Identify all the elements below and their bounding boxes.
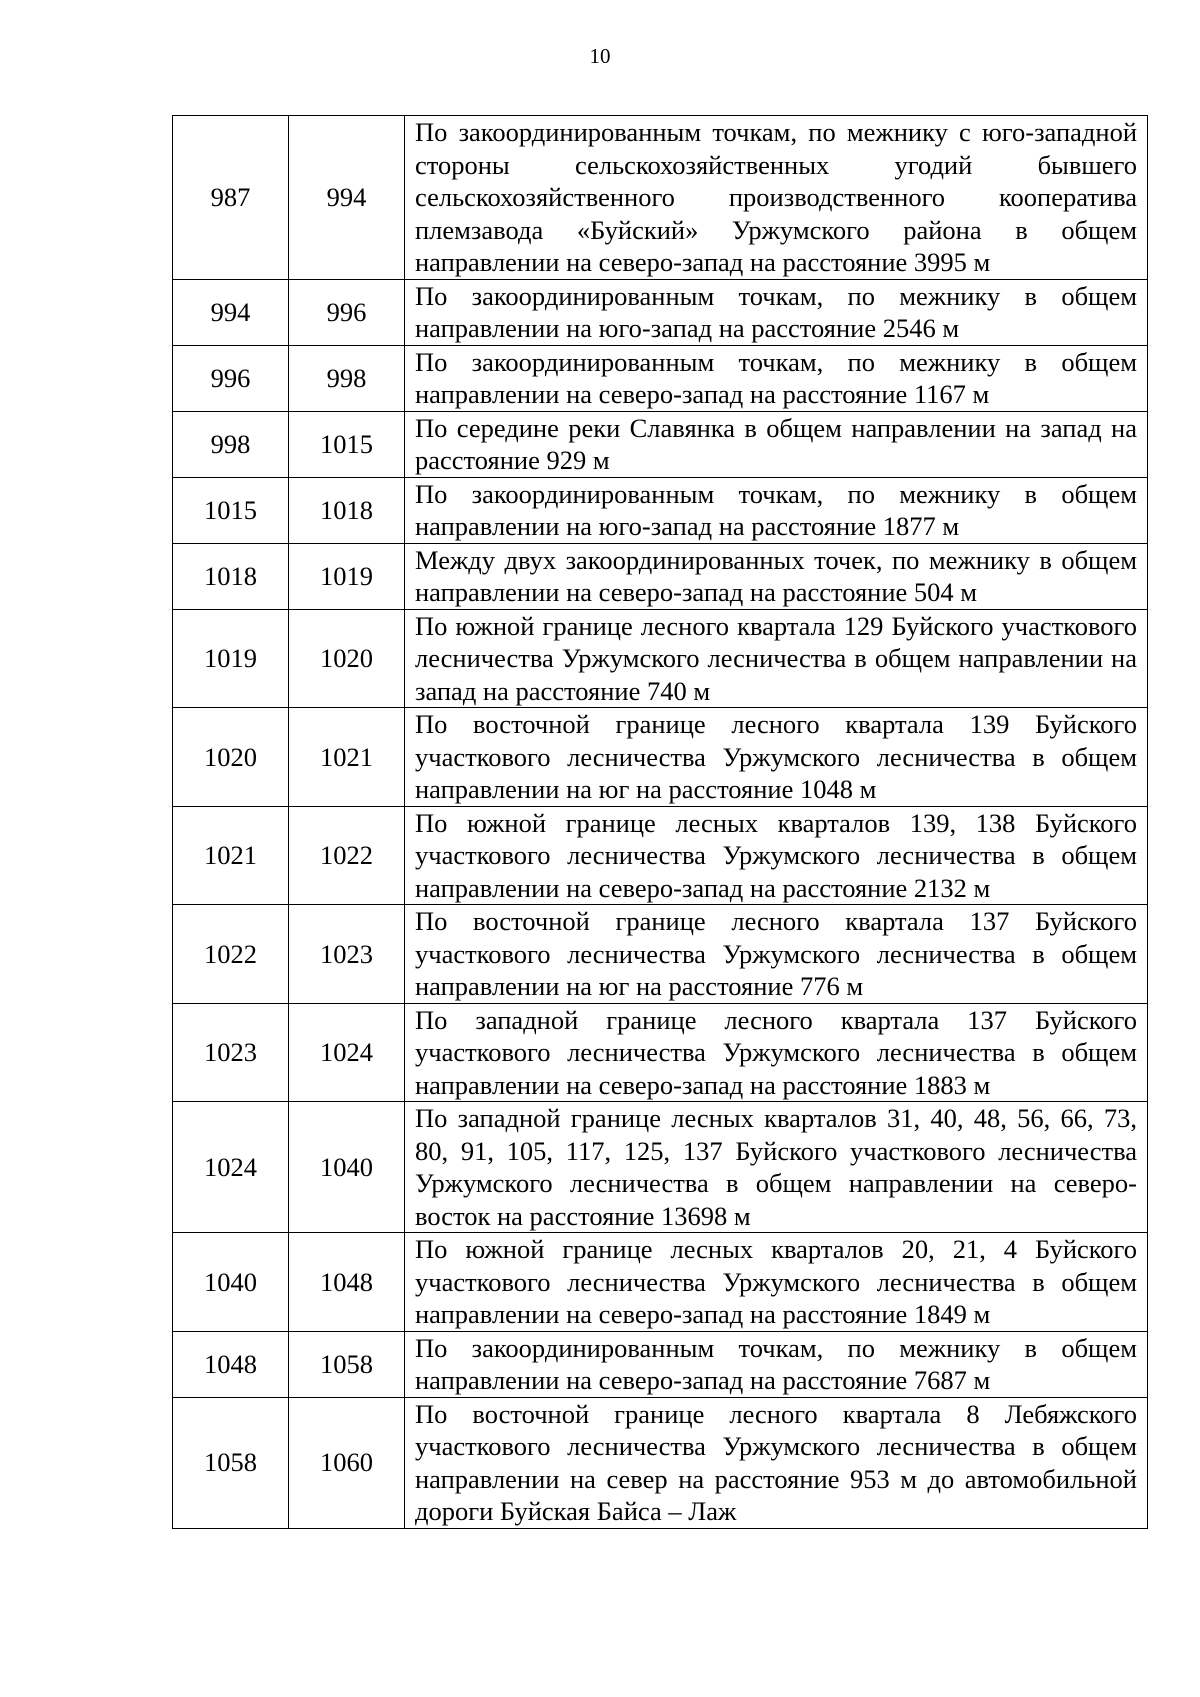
point-from-cell: 1015	[173, 477, 289, 543]
boundary-description-cell: По южной границе лесного квартала 129 Буйского участкового лесничества Уржумского лесничества в общем направлении на запад на расстояние 740 м	[405, 609, 1148, 708]
point-to-cell: 996	[289, 279, 405, 345]
boundary-description-cell: По западной границе лесных кварталов 31, 40, 48, 56, 66, 73, 80, 91, 105, 117, 125, 137 Буйского участкового лесничества Уржумского лесничества в общем направлении на северо-восток на расстояние 13698 м	[405, 1102, 1148, 1233]
point-from-cell: 1018	[173, 543, 289, 609]
point-from-cell: 1021	[173, 806, 289, 905]
point-from-cell: 994	[173, 279, 289, 345]
point-to-cell: 1023	[289, 905, 405, 1004]
point-to-cell: 994	[289, 116, 405, 280]
table-row	[173, 116, 1148, 280]
table-row	[173, 411, 1148, 477]
table-row	[173, 1397, 1148, 1528]
table-row	[173, 345, 1148, 411]
point-to-cell: 1018	[289, 477, 405, 543]
point-to-cell: 1020	[289, 609, 405, 708]
boundary-description-cell: По закоординированным точкам, по межнику с юго-западной стороны сельскохозяйственных угодий бывшего сельскохозяйственного производственного кооператива племзавода «Буйский» Уржумского района в общем направлении на северо-запад на расстояние 3995 м	[405, 116, 1148, 280]
point-from-cell: 998	[173, 411, 289, 477]
page-number: 10	[589, 44, 611, 68]
table-body	[173, 116, 1148, 1529]
point-from-cell: 1022	[173, 905, 289, 1004]
point-from-cell: 1019	[173, 609, 289, 708]
table-row	[173, 806, 1148, 905]
point-to-cell: 1058	[289, 1331, 405, 1397]
boundary-description-cell: По восточной границе лесного квартала 8 Лебяжского участкового лесничества Уржумского лесничества в общем направлении на север на расстояние 953 м до автомобильной дороги Буйская Байса – Лаж	[405, 1397, 1148, 1528]
point-from-cell: 996	[173, 345, 289, 411]
boundary-description-table	[172, 115, 1148, 1529]
point-to-cell: 1015	[289, 411, 405, 477]
boundary-description-cell: По восточной границе лесного квартала 139 Буйского участкового лесничества Уржумского лесничества в общем направлении на юг на расстояние 1048 м	[405, 708, 1148, 807]
table-row	[173, 905, 1148, 1004]
point-to-cell: 1021	[289, 708, 405, 807]
point-to-cell: 1048	[289, 1233, 405, 1332]
point-from-cell: 1048	[173, 1331, 289, 1397]
point-to-cell: 1019	[289, 543, 405, 609]
point-from-cell: 987	[173, 116, 289, 280]
table-row	[173, 609, 1148, 708]
point-from-cell: 1024	[173, 1102, 289, 1233]
boundary-description-cell: По западной границе лесного квартала 137 Буйского участкового лесничества Уржумского лесничества в общем направлении на северо-запад на расстояние 1883 м	[405, 1003, 1148, 1102]
point-from-cell: 1058	[173, 1397, 289, 1528]
boundary-description-cell: По восточной границе лесного квартала 137 Буйского участкового лесничества Уржумского лесничества в общем направлении на юг на расстояние 776 м	[405, 905, 1148, 1004]
boundary-description-cell: По закоординированным точкам, по межнику в общем направлении на северо-запад на расстояние 7687 м	[405, 1331, 1148, 1397]
point-to-cell: 1060	[289, 1397, 405, 1528]
table-row	[173, 708, 1148, 807]
boundary-description-cell: По закоординированным точкам, по межнику в общем направлении на северо-запад на расстояние 1167 м	[405, 345, 1148, 411]
boundary-description-cell: По середине реки Славянка в общем направлении на запад на расстояние 929 м	[405, 411, 1148, 477]
boundary-description-cell: По южной границе лесных кварталов 139, 138 Буйского участкового лесничества Уржумского лесничества в общем направлении на северо-запад на расстояние 2132 м	[405, 806, 1148, 905]
table-row	[173, 543, 1148, 609]
table-row	[173, 279, 1148, 345]
table-row	[173, 1233, 1148, 1332]
table-row	[173, 1003, 1148, 1102]
boundary-description-cell: Между двух закоординированных точек, по межнику в общем направлении на северо-запад на расстояние 504 м	[405, 543, 1148, 609]
point-to-cell: 1022	[289, 806, 405, 905]
table-row	[173, 1331, 1148, 1397]
point-to-cell: 1040	[289, 1102, 405, 1233]
point-from-cell: 1023	[173, 1003, 289, 1102]
point-to-cell: 1024	[289, 1003, 405, 1102]
point-to-cell: 998	[289, 345, 405, 411]
boundary-description-cell: По закоординированным точкам, по межнику в общем направлении на юго-запад на расстояние 1877 м	[405, 477, 1148, 543]
point-from-cell: 1020	[173, 708, 289, 807]
point-from-cell: 1040	[173, 1233, 289, 1332]
boundary-description-cell: По закоординированным точкам, по межнику в общем направлении на юго-запад на расстояние 2546 м	[405, 279, 1148, 345]
table-row	[173, 1102, 1148, 1233]
boundary-description-cell: По южной границе лесных кварталов 20, 21, 4 Буйского участкового лесничества Уржумского лесничества в общем направлении на северо-запад на расстояние 1849 м	[405, 1233, 1148, 1332]
table-row	[173, 477, 1148, 543]
